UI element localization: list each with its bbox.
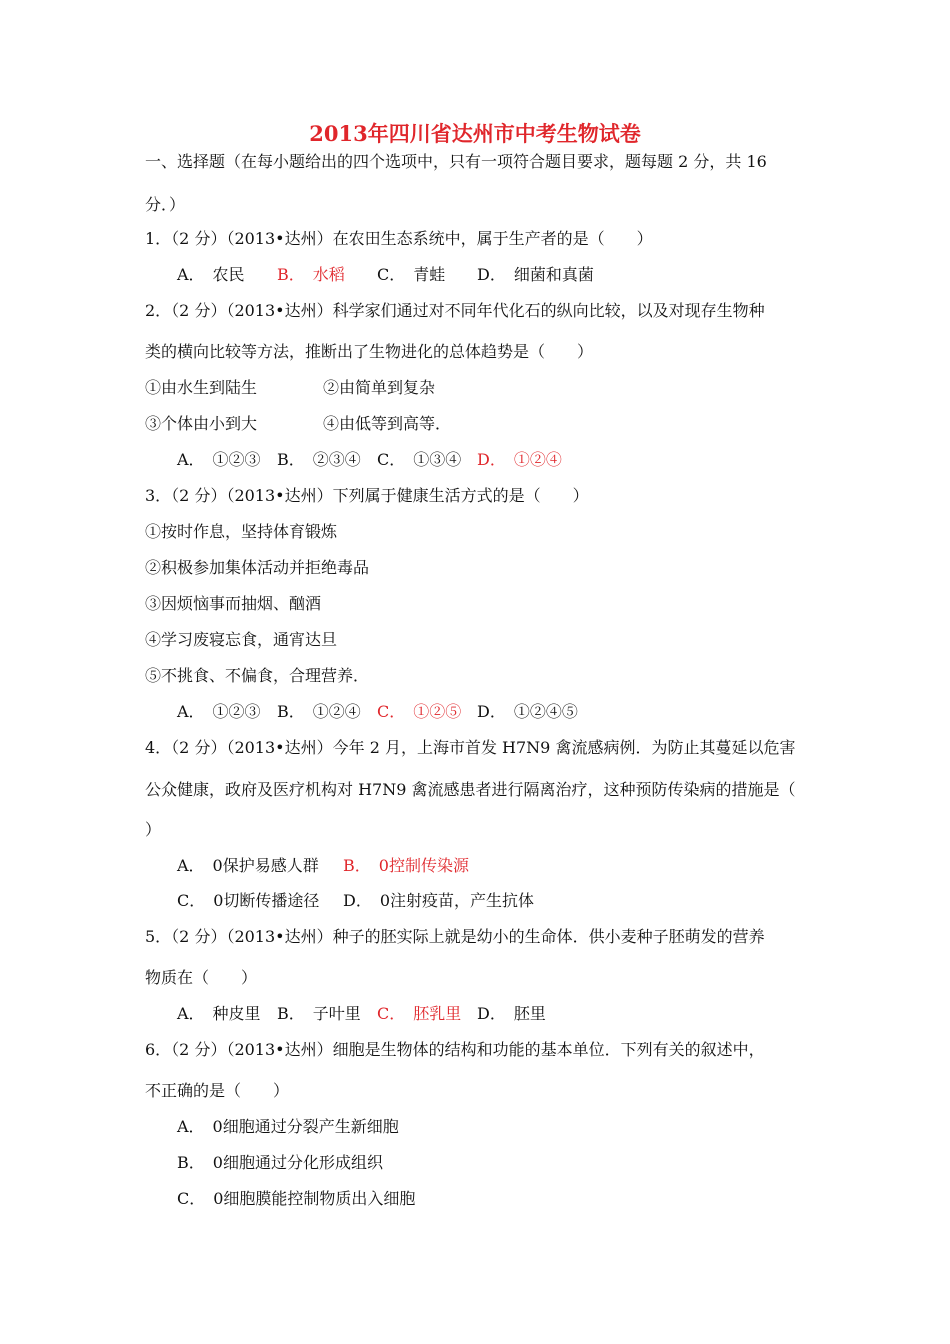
q2-item-3: ③个体由小到大 bbox=[145, 414, 258, 433]
question-3-stem: 3．（2 分）（2013•达州）下列属于健康生活方式的是（ ） bbox=[145, 486, 589, 505]
q3-item: ③因烦恼事而抽烟、酗酒 bbox=[145, 594, 322, 613]
section-heading: 一、选择题（在每小题给出的四个选项中，只有一项符合题目要求，题每题 2 分，共 16 bbox=[145, 152, 767, 171]
question-4-stem-cont: 公众健康，政府及医疗机构对 H7N9 禽流感患者进行隔离治疗，这种预防传染病的措施是（ bbox=[145, 780, 796, 799]
q1-option-b: B． 水稻 bbox=[277, 265, 345, 284]
q3-item: ⑤不挑食、不偏食，合理营养． bbox=[145, 666, 370, 685]
q3-option-a: A． ①②③ bbox=[177, 702, 261, 721]
q4-option-c: C． 0切断传播途径 bbox=[177, 891, 320, 910]
q1-option-a: A． 农民 bbox=[177, 265, 245, 284]
q2-option-a: A． ①②③ bbox=[177, 450, 261, 469]
q2-item-2: ②由简单到复杂 bbox=[323, 378, 436, 397]
q6-option-c: C． 0细胞膜能控制物质出入细胞 bbox=[177, 1189, 416, 1208]
question-4-stem-end: ） bbox=[145, 820, 162, 839]
section-heading-cont: 分．） bbox=[145, 195, 186, 214]
q5-option-c: C． 胚乳里 bbox=[377, 1004, 462, 1023]
question-6-stem: 6．（2 分）（2013•达州）细胞是生物体的结构和功能的基本单位．下列有关的叙述中， bbox=[145, 1040, 765, 1059]
question-5-stem: 5．（2 分）（2013•达州）种子的胚实际上就是幼小的生命体．供小麦种子胚萌发的营养 bbox=[145, 927, 765, 946]
q5-option-a: A． 种皮里 bbox=[177, 1004, 261, 1023]
q3-item: ④学习废寝忘食，通宵达旦 bbox=[145, 630, 338, 649]
question-6-stem-cont: 不正确的是（ ） bbox=[145, 1081, 290, 1100]
q5-option-b: B． 子叶里 bbox=[277, 1004, 361, 1023]
q1-option-c: C． 青蛙 bbox=[377, 265, 446, 284]
q4-option-a: A． 0保护易感人群 bbox=[177, 856, 319, 875]
q3-option-d: D． ①②④⑤ bbox=[477, 702, 578, 721]
q3-option-c: C． ①②⑤ bbox=[377, 702, 462, 721]
q2-item-1: ①由水生到陆生 bbox=[145, 378, 258, 397]
question-4-stem: 4．（2 分）（2013•达州）今年 2 月，上海市首发 H7N9 禽流感病例．为防止其蔓延以危害 bbox=[145, 738, 796, 757]
q2-option-c: C． ①③④ bbox=[377, 450, 462, 469]
question-2-stem-cont: 类的横向比较等方法，推断出了生物进化的总体趋势是（ ） bbox=[145, 342, 594, 361]
q3-option-b: B． ①②④ bbox=[277, 702, 361, 721]
q6-option-a: A． 0细胞通过分裂产生新细胞 bbox=[177, 1117, 399, 1136]
q4-option-d: D． 0注射疫苗，产生抗体 bbox=[343, 891, 535, 910]
q5-option-d: D． 胚里 bbox=[477, 1004, 546, 1023]
q3-item: ①按时作息，坚持体育锻炼 bbox=[145, 522, 338, 541]
q2-option-d: D． ①②④ bbox=[477, 450, 562, 469]
question-2-stem: 2．（2 分）（2013•达州）科学家们通过对不同年代化石的纵向比较，以及对现存生物种 bbox=[145, 301, 765, 320]
page-title: 2013年四川省达州市中考生物试卷 bbox=[309, 121, 641, 146]
q6-option-b: B． 0细胞通过分化形成组织 bbox=[177, 1153, 383, 1172]
q2-option-b: B． ②③④ bbox=[277, 450, 361, 469]
q2-item-4: ④由低等到高等． bbox=[323, 414, 452, 433]
q1-option-d: D． 细菌和真菌 bbox=[477, 265, 594, 284]
q4-option-b: B． 0控制传染源 bbox=[343, 856, 469, 875]
q3-item: ②积极参加集体活动并拒绝毒品 bbox=[145, 558, 370, 577]
question-5-stem-cont: 物质在（ ） bbox=[145, 968, 258, 987]
question-1-stem: 1．（2 分）（2013•达州）在农田生态系统中，属于生产者的是（ ） bbox=[145, 229, 653, 248]
